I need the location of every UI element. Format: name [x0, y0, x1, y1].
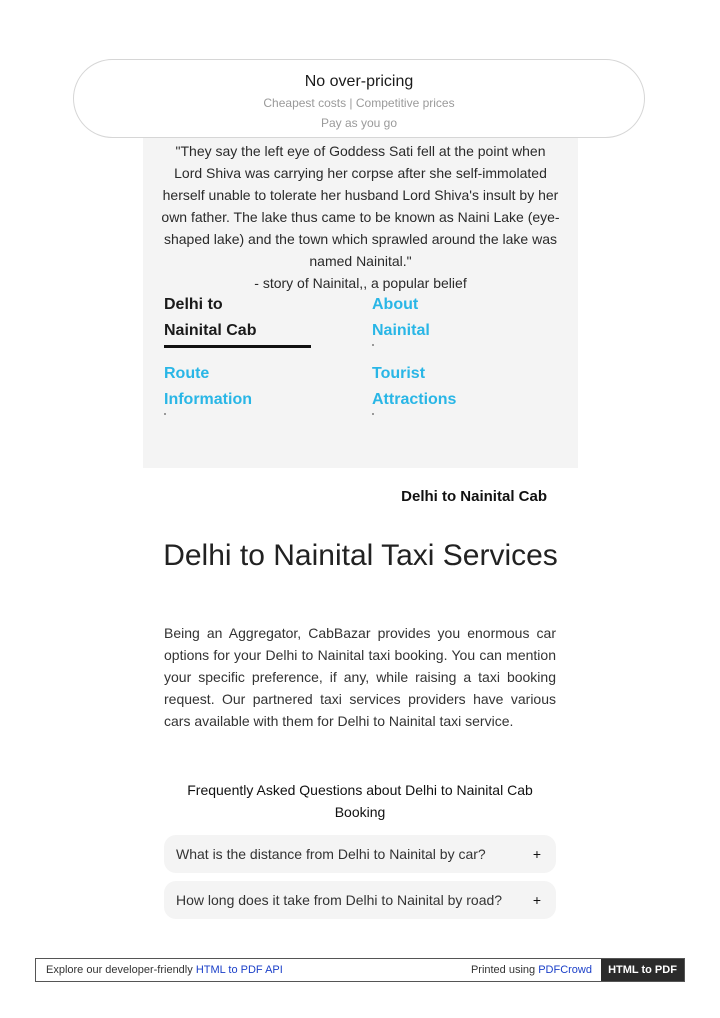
banner-title: No over-pricing — [304, 73, 414, 90]
tab-delhi-to-nainital-cab[interactable] — [164, 292, 256, 344]
tab-tourist-attractions[interactable] — [372, 361, 456, 413]
nainital-quote — [143, 140, 578, 294]
tab-route-information[interactable] — [164, 361, 252, 413]
html-to-pdf-api-link[interactable]: HTML to PDF API — [195, 964, 283, 976]
quote-text: "They say the left eye of Goddess Sati fell at the point when Lord Shiva was carrying her corpse after she self-immolated herself unable to tolerate her husband Lord Shiva's insult by her own father. The lake thus came to be known as Naini Lake (eye-shaped lake) and the town which sprawled around the lake was named Nainital." — [161, 143, 560, 269]
pdfcrowd-link[interactable]: PDFCrowd — [538, 964, 592, 976]
footer-printed — [471, 959, 592, 981]
pdf-footer — [35, 958, 685, 982]
quote-attribution: - story of Nainital,, a popular belief — [254, 275, 467, 291]
faq-item[interactable] — [164, 881, 556, 919]
tab-marker — [372, 344, 374, 346]
info-panel — [143, 130, 578, 468]
tab-marker — [164, 413, 166, 415]
tab-label-line2: Information — [164, 391, 252, 408]
tab-label-line1: Delhi to — [164, 296, 223, 313]
tab-label-line2: Attractions — [372, 391, 457, 408]
tab-label-line2: Nainital — [372, 322, 430, 339]
expand-plus-icon[interactable]: + — [532, 846, 541, 862]
active-tab-underline — [164, 345, 311, 348]
footer-explore — [46, 959, 283, 981]
tab-about-nainital[interactable] — [372, 292, 430, 344]
faq-question: How long does it take from Delhi to Nainital by road? — [176, 892, 503, 908]
tab-label-line1: Route — [164, 365, 210, 382]
pricing-banner — [73, 59, 645, 138]
breadcrumb: Delhi to Nainital Cab — [401, 488, 547, 505]
footer-printed-text: Printed using — [470, 964, 539, 976]
tab-marker — [372, 413, 374, 415]
expand-plus-icon[interactable]: + — [532, 892, 541, 908]
intro-paragraph: Being an Aggregator, CabBazar provides you enormous car options for your Delhi to Nainital taxi booking. You can mention your specific preference, if any, while raising a taxi booking request. Our partnered taxi services providers have various cars available with them for Delhi to Nainital taxi service. — [164, 625, 556, 729]
tab-label-line1: About — [372, 296, 419, 313]
banner-subtitle: Cheapest costs | Competitive prices — [263, 96, 455, 110]
html-to-pdf-badge[interactable]: HTML to PDF — [601, 959, 684, 981]
faq-question: What is the distance from Delhi to Nainital by car? — [176, 846, 486, 862]
banner-subtitle-2: Pay as you go — [320, 116, 398, 130]
tab-label-line2: Nainital Cab — [164, 322, 257, 339]
footer-explore-text: Explore our developer-friendly — [46, 964, 196, 976]
faq-heading: Frequently Asked Questions about Delhi to Nainital Cab Booking — [187, 782, 533, 820]
tab-label-line1: Tourist — [372, 365, 426, 382]
faq-item[interactable] — [164, 835, 556, 873]
page-title: Delhi to Nainital Taxi Services — [163, 539, 558, 573]
